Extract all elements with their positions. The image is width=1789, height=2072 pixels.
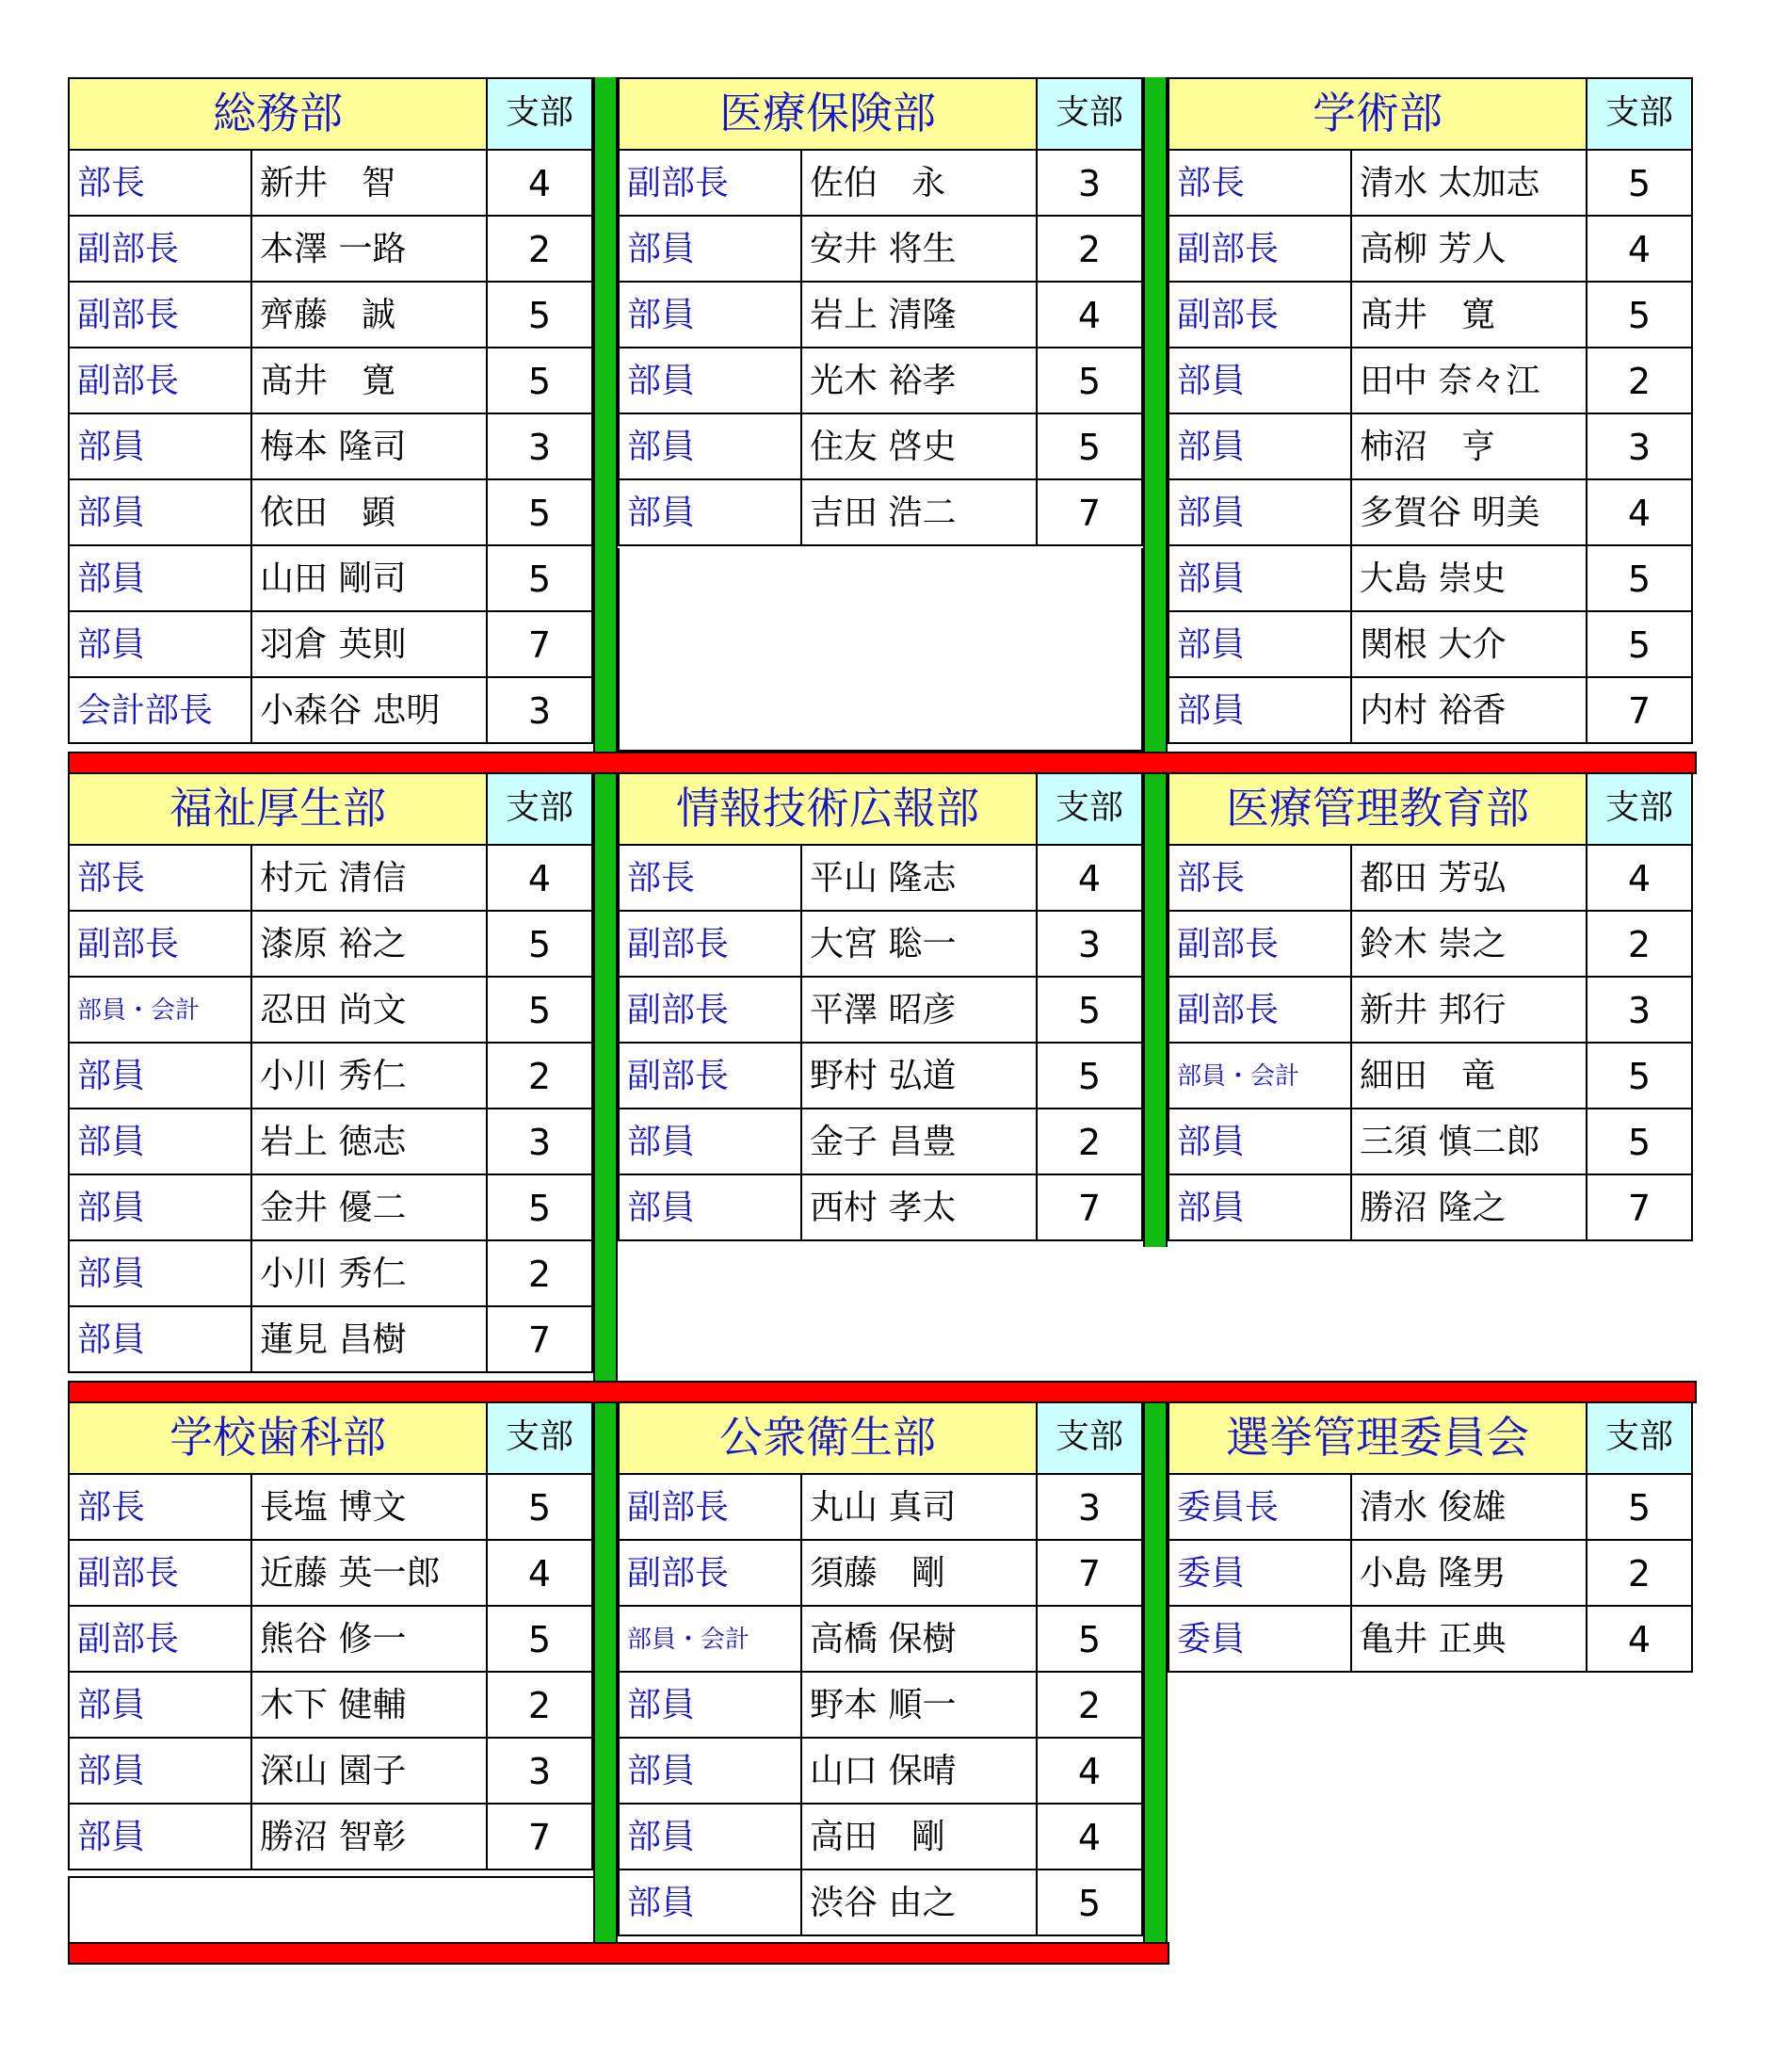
member-row (68, 1475, 593, 1543)
member-branch-number: 5 (1036, 413, 1143, 480)
member-branch-number: 3 (1586, 413, 1693, 480)
member-role: 部員 (618, 1737, 802, 1805)
member-row (68, 217, 593, 284)
green-separator (593, 770, 618, 1383)
member-row (68, 283, 593, 350)
member-role: 部員 (68, 544, 252, 612)
member-row (1168, 912, 1693, 979)
member-role: 部員 (1168, 610, 1352, 678)
branch-column-header: 支部 (486, 77, 593, 151)
member-role: 委員 (1168, 1605, 1352, 1673)
member-name: 鈴木 崇之 (1350, 910, 1588, 978)
green-separator (1143, 77, 1168, 753)
member-branch-number: 2 (486, 215, 593, 283)
member-role: 副部長 (1168, 976, 1352, 1044)
member-branch-number: 5 (1036, 1869, 1143, 1936)
member-branch-number: 4 (1586, 1605, 1693, 1673)
member-role: 部員 (618, 1803, 802, 1870)
member-role: 部長 (1168, 844, 1352, 912)
member-row (618, 1739, 1143, 1806)
member-row (68, 546, 593, 614)
member-role: 副部長 (618, 976, 802, 1044)
member-role: 部員 (68, 1042, 252, 1109)
member-name: 須藤 剛 (800, 1539, 1038, 1607)
empty-cell (68, 1876, 595, 1944)
member-name: 小森谷 忠明 (250, 676, 488, 744)
member-role: 会計部長 (68, 676, 252, 744)
department-title: 情報技術広報部 (618, 772, 1038, 846)
member-branch-number: 2 (486, 1042, 593, 1109)
member-name: 依田 顕 (250, 478, 488, 546)
member-row (68, 1307, 593, 1375)
member-row (618, 217, 1143, 284)
member-branch-number: 5 (486, 347, 593, 414)
member-name: 細田 竜 (1350, 1042, 1588, 1109)
member-row (618, 1541, 1143, 1609)
member-branch-number: 7 (1036, 478, 1143, 546)
member-branch-number: 5 (1586, 544, 1693, 612)
member-role: 副部長 (68, 910, 252, 978)
member-branch-number: 5 (1036, 347, 1143, 414)
member-role: 部員 (618, 347, 802, 414)
member-role: 部員 (618, 281, 802, 348)
member-row (618, 480, 1143, 548)
member-branch-number: 4 (486, 1539, 593, 1607)
member-branch-number: 5 (486, 281, 593, 348)
member-role: 部員・会計 (68, 976, 252, 1044)
member-name: 木下 健輔 (250, 1671, 488, 1739)
member-row (1168, 1541, 1693, 1609)
member-branch-number: 5 (1586, 1473, 1693, 1541)
member-role: 部員 (1168, 676, 1352, 744)
member-role: 部員 (1168, 413, 1352, 480)
member-name: 岩上 清隆 (800, 281, 1038, 348)
member-role: 部員 (68, 1671, 252, 1739)
department-title: 医療管理教育部 (1168, 772, 1588, 846)
member-row (1168, 978, 1693, 1045)
member-name: 漆原 裕之 (250, 910, 488, 978)
member-row (68, 612, 593, 680)
member-role: 副部長 (618, 1042, 802, 1109)
member-role: 部員 (68, 413, 252, 480)
member-row (1168, 414, 1693, 482)
department-title: 医療保険部 (618, 77, 1038, 151)
member-role: 部員 (68, 610, 252, 678)
member-branch-number: 5 (486, 1174, 593, 1241)
department-title: 公衆衛生部 (618, 1401, 1038, 1475)
member-row (68, 414, 593, 482)
member-name: 小川 秀仁 (250, 1042, 488, 1109)
member-name: 内村 裕香 (1350, 676, 1588, 744)
member-role: 副部長 (68, 215, 252, 283)
member-row (68, 1175, 593, 1243)
member-name: 平山 隆志 (800, 844, 1038, 912)
member-row (68, 846, 593, 914)
member-name: 住友 啓史 (800, 413, 1038, 480)
member-row (618, 348, 1143, 416)
member-name: 新井 智 (250, 149, 488, 217)
member-branch-number: 4 (1036, 281, 1143, 348)
member-name: 柿沼 亨 (1350, 413, 1588, 480)
member-row (618, 1175, 1143, 1243)
member-row (1168, 480, 1693, 548)
member-branch-number: 2 (1036, 1108, 1143, 1175)
member-role: 部員 (618, 1174, 802, 1241)
member-name: 深山 園子 (250, 1737, 488, 1805)
member-name: 金井 優二 (250, 1174, 488, 1241)
member-branch-number: 5 (486, 544, 593, 612)
member-name: 田中 奈々江 (1350, 347, 1588, 414)
green-separator (593, 1400, 618, 1944)
member-name: 都田 芳弘 (1350, 844, 1588, 912)
member-branch-number: 5 (1586, 1108, 1693, 1175)
member-branch-number: 4 (486, 149, 593, 217)
member-branch-number: 7 (1036, 1539, 1143, 1607)
member-row (1168, 1175, 1693, 1243)
member-name: 忍田 尚文 (250, 976, 488, 1044)
member-branch-number: 2 (1036, 1671, 1143, 1739)
member-role: 副部長 (1168, 910, 1352, 978)
member-row (68, 1541, 593, 1609)
member-role: 部長 (68, 1473, 252, 1541)
member-name: 岩上 徳志 (250, 1108, 488, 1175)
branch-column-header: 支部 (1586, 1401, 1693, 1475)
member-branch-number: 4 (1036, 1803, 1143, 1870)
member-name: 梅本 隆司 (250, 413, 488, 480)
member-name: 大宮 聡一 (800, 910, 1038, 978)
member-role: 副部長 (618, 149, 802, 217)
member-row (68, 151, 593, 219)
member-role: 部長 (618, 844, 802, 912)
member-row (618, 283, 1143, 350)
member-name: 佐伯 永 (800, 149, 1038, 217)
member-role: 副部長 (1168, 215, 1352, 283)
member-role: 部員 (1168, 1174, 1352, 1241)
member-name: 高田 剛 (800, 1803, 1038, 1870)
member-role: 部員 (68, 1737, 252, 1805)
member-role: 副部長 (1168, 281, 1352, 348)
member-name: 齊藤 誠 (250, 281, 488, 348)
member-branch-number: 4 (486, 844, 593, 912)
member-role: 部員 (618, 1108, 802, 1175)
member-row (1168, 1044, 1693, 1111)
member-role: 部員 (618, 1869, 802, 1936)
member-row (68, 480, 593, 548)
member-row (68, 1109, 593, 1177)
member-branch-number: 5 (1586, 610, 1693, 678)
member-name: 亀井 正典 (1350, 1605, 1588, 1673)
member-role: 部員 (618, 413, 802, 480)
member-name: 高橋 保樹 (800, 1605, 1038, 1673)
member-name: 光木 裕孝 (800, 347, 1038, 414)
member-row (68, 1607, 593, 1675)
red-separator (68, 752, 1697, 774)
member-branch-number: 2 (1586, 347, 1693, 414)
member-role: 部員 (68, 1239, 252, 1307)
member-branch-number: 7 (486, 1803, 593, 1870)
member-row (618, 1044, 1143, 1111)
member-branch-number: 5 (1036, 976, 1143, 1044)
member-name: 小川 秀仁 (250, 1239, 488, 1307)
member-branch-number: 7 (1586, 676, 1693, 744)
member-row (618, 1109, 1143, 1177)
member-role: 部員 (68, 1174, 252, 1241)
department-title: 総務部 (68, 77, 488, 151)
member-branch-number: 2 (1586, 910, 1693, 978)
member-role: 部長 (1168, 149, 1352, 217)
member-name: 勝沼 隆之 (1350, 1174, 1588, 1241)
member-role: 部員 (1168, 478, 1352, 546)
member-role: 部員 (68, 1108, 252, 1175)
member-name: 髙井 寛 (250, 347, 488, 414)
member-name: 羽倉 英則 (250, 610, 488, 678)
member-branch-number: 7 (1036, 1174, 1143, 1241)
member-branch-number: 5 (486, 478, 593, 546)
member-row (1168, 283, 1693, 350)
member-name: 近藤 英一郎 (250, 1539, 488, 1607)
branch-column-header: 支部 (1586, 772, 1693, 846)
member-row (1168, 1607, 1693, 1675)
member-branch-number: 7 (486, 610, 593, 678)
member-branch-number: 3 (1036, 910, 1143, 978)
red-separator (68, 1381, 1697, 1403)
member-branch-number: 7 (486, 1305, 593, 1373)
member-row (68, 1673, 593, 1740)
member-row (1168, 678, 1693, 746)
member-name: 関根 大介 (1350, 610, 1588, 678)
member-branch-number: 3 (1036, 149, 1143, 217)
member-branch-number: 2 (1586, 1539, 1693, 1607)
member-name: 新井 邦行 (1350, 976, 1588, 1044)
member-row (1168, 348, 1693, 416)
member-role: 副部長 (618, 1539, 802, 1607)
member-row (618, 912, 1143, 979)
member-role: 部員・会計 (1168, 1042, 1352, 1109)
member-name: 三須 慎二郎 (1350, 1108, 1588, 1175)
member-role: 部員 (1168, 1108, 1352, 1175)
member-name: 野本 順一 (800, 1671, 1038, 1739)
member-name: 蓮見 昌樹 (250, 1305, 488, 1373)
member-branch-number: 5 (1036, 1605, 1143, 1673)
member-role: 部員 (68, 478, 252, 546)
empty-cell (618, 548, 1143, 752)
member-branch-number: 3 (486, 676, 593, 744)
member-row (68, 348, 593, 416)
member-name: 多賀谷 明美 (1350, 478, 1588, 546)
member-name: 髙井 寛 (1350, 281, 1588, 348)
member-branch-number: 5 (1586, 1042, 1693, 1109)
member-name: 山田 剛司 (250, 544, 488, 612)
member-name: 西村 孝太 (800, 1174, 1038, 1241)
member-name: 安井 将生 (800, 215, 1038, 283)
branch-column-header: 支部 (1036, 772, 1143, 846)
member-role: 部員 (1168, 347, 1352, 414)
member-row (1168, 1109, 1693, 1177)
red-separator (68, 1942, 1169, 1965)
member-name: 吉田 浩二 (800, 478, 1038, 546)
member-row (68, 678, 593, 746)
member-name: 勝沼 智彰 (250, 1803, 488, 1870)
department-title: 福祉厚生部 (68, 772, 488, 846)
member-role: 副部長 (618, 910, 802, 978)
member-branch-number: 2 (486, 1671, 593, 1739)
member-branch-number: 5 (486, 976, 593, 1044)
member-role: 部員 (1168, 544, 1352, 612)
member-row (1168, 846, 1693, 914)
member-name: 山口 保晴 (800, 1737, 1038, 1805)
member-role: 部員 (68, 1305, 252, 1373)
member-row (618, 1475, 1143, 1543)
member-row (68, 1739, 593, 1806)
member-name: 金子 昌豊 (800, 1108, 1038, 1175)
member-branch-number: 5 (486, 1605, 593, 1673)
member-branch-number: 4 (1586, 215, 1693, 283)
member-name: 清水 俊雄 (1350, 1473, 1588, 1541)
member-name: 渋谷 由之 (800, 1869, 1038, 1936)
member-role: 部長 (68, 149, 252, 217)
department-title: 選挙管理委員会 (1168, 1401, 1588, 1475)
member-name: 小島 隆男 (1350, 1539, 1588, 1607)
member-role: 副部長 (68, 347, 252, 414)
member-name: 丸山 真司 (800, 1473, 1038, 1541)
member-row (68, 978, 593, 1045)
member-row (618, 1673, 1143, 1740)
member-name: 野村 弘道 (800, 1042, 1038, 1109)
member-role: 副部長 (618, 1473, 802, 1541)
member-branch-number: 4 (1586, 478, 1693, 546)
member-branch-number: 5 (1586, 149, 1693, 217)
member-row (68, 912, 593, 979)
green-separator (1143, 1400, 1168, 1944)
member-name: 長塩 博文 (250, 1473, 488, 1541)
member-branch-number: 4 (1036, 1737, 1143, 1805)
department-title: 学校歯科部 (68, 1401, 488, 1475)
member-role: 副部長 (68, 281, 252, 348)
member-role: 部員・会計 (618, 1605, 802, 1673)
member-branch-number: 5 (486, 910, 593, 978)
branch-column-header: 支部 (486, 772, 593, 846)
member-branch-number: 5 (1036, 1042, 1143, 1109)
branch-column-header: 支部 (486, 1401, 593, 1475)
member-row (68, 1805, 593, 1872)
member-role: 部員 (618, 478, 802, 546)
member-row (618, 978, 1143, 1045)
member-row (618, 1607, 1143, 1675)
department-title: 学術部 (1168, 77, 1588, 151)
branch-column-header: 支部 (1586, 77, 1693, 151)
member-name: 大島 崇史 (1350, 544, 1588, 612)
member-name: 本澤 一路 (250, 215, 488, 283)
branch-column-header: 支部 (1036, 1401, 1143, 1475)
member-row (1168, 151, 1693, 219)
member-name: 高柳 芳人 (1350, 215, 1588, 283)
member-name: 村元 清信 (250, 844, 488, 912)
member-branch-number: 4 (1036, 844, 1143, 912)
member-branch-number: 3 (486, 1737, 593, 1805)
green-separator (593, 77, 618, 753)
member-row (618, 1805, 1143, 1872)
member-name: 清水 太加志 (1350, 149, 1588, 217)
member-row (1168, 612, 1693, 680)
member-row (618, 151, 1143, 219)
member-role: 部長 (68, 844, 252, 912)
member-role: 部員 (618, 1671, 802, 1739)
member-branch-number: 2 (486, 1239, 593, 1307)
member-branch-number: 3 (1586, 976, 1693, 1044)
member-branch-number: 3 (1036, 1473, 1143, 1541)
member-branch-number: 5 (486, 1473, 593, 1541)
member-role: 委員長 (1168, 1473, 1352, 1541)
member-row (618, 414, 1143, 482)
member-branch-number: 5 (1586, 281, 1693, 348)
member-row (618, 1870, 1143, 1938)
member-row (1168, 1475, 1693, 1543)
member-branch-number: 2 (1036, 215, 1143, 283)
member-row (68, 1241, 593, 1309)
green-separator (1143, 770, 1168, 1247)
member-name: 平澤 昭彦 (800, 976, 1038, 1044)
member-branch-number: 3 (486, 1108, 593, 1175)
member-row (68, 1044, 593, 1111)
member-row (618, 846, 1143, 914)
member-row (1168, 217, 1693, 284)
member-role: 部員 (68, 1803, 252, 1870)
member-role: 副部長 (68, 1539, 252, 1607)
branch-column-header: 支部 (1036, 77, 1143, 151)
member-branch-number: 7 (1586, 1174, 1693, 1241)
member-branch-number: 4 (1586, 844, 1693, 912)
member-branch-number: 3 (486, 413, 593, 480)
member-name: 熊谷 修一 (250, 1605, 488, 1673)
member-row (1168, 546, 1693, 614)
member-role: 委員 (1168, 1539, 1352, 1607)
member-role: 副部長 (68, 1605, 252, 1673)
member-role: 部員 (618, 215, 802, 283)
